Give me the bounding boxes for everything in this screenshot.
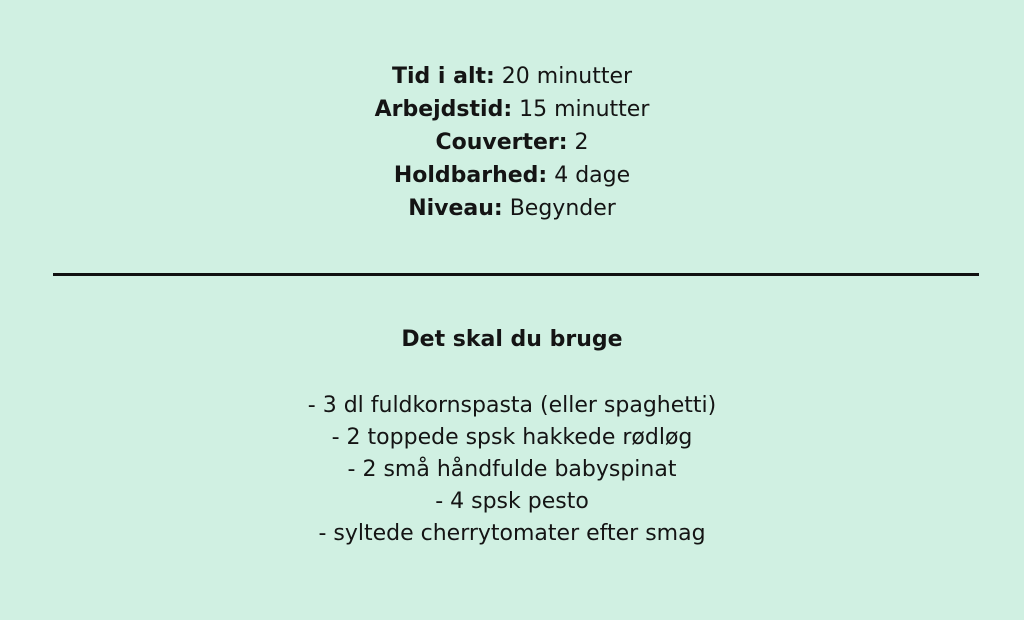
ingredient-item: - syltede cherrytomater efter smag [318, 521, 706, 546]
ingredients-list [0, 390, 1024, 550]
meta-servings [0, 126, 1024, 159]
recipe-meta [0, 60, 1024, 225]
meta-value: 4 dage [547, 163, 631, 188]
section-divider [53, 273, 979, 276]
meta-label: Holdbarhed: [393, 163, 548, 188]
meta-work-time [0, 93, 1024, 126]
meta-label: Arbejdstid: [374, 97, 513, 122]
ingredient-item: - 2 toppede spsk hakkede rødløg [331, 425, 693, 450]
meta-value: Begynder [502, 196, 616, 221]
meta-label: Niveau: [408, 196, 503, 221]
meta-value: 20 minutter [494, 64, 633, 89]
meta-value: 15 minutter [512, 97, 650, 122]
meta-shelf-life [0, 159, 1024, 192]
meta-level [0, 192, 1024, 225]
ingredients-heading: Det skal du bruge [401, 327, 623, 352]
meta-label: Couverter: [435, 130, 568, 155]
ingredient-item: - 4 spsk pesto [435, 489, 589, 514]
ingredient-item: - 3 dl fuldkornspasta (eller spaghetti) [307, 393, 717, 418]
meta-total-time [0, 60, 1024, 93]
meta-value: 2 [567, 130, 589, 155]
ingredient-item: - 2 små håndfulde babyspinat [347, 457, 677, 482]
meta-label: Tid i alt: [391, 64, 495, 89]
